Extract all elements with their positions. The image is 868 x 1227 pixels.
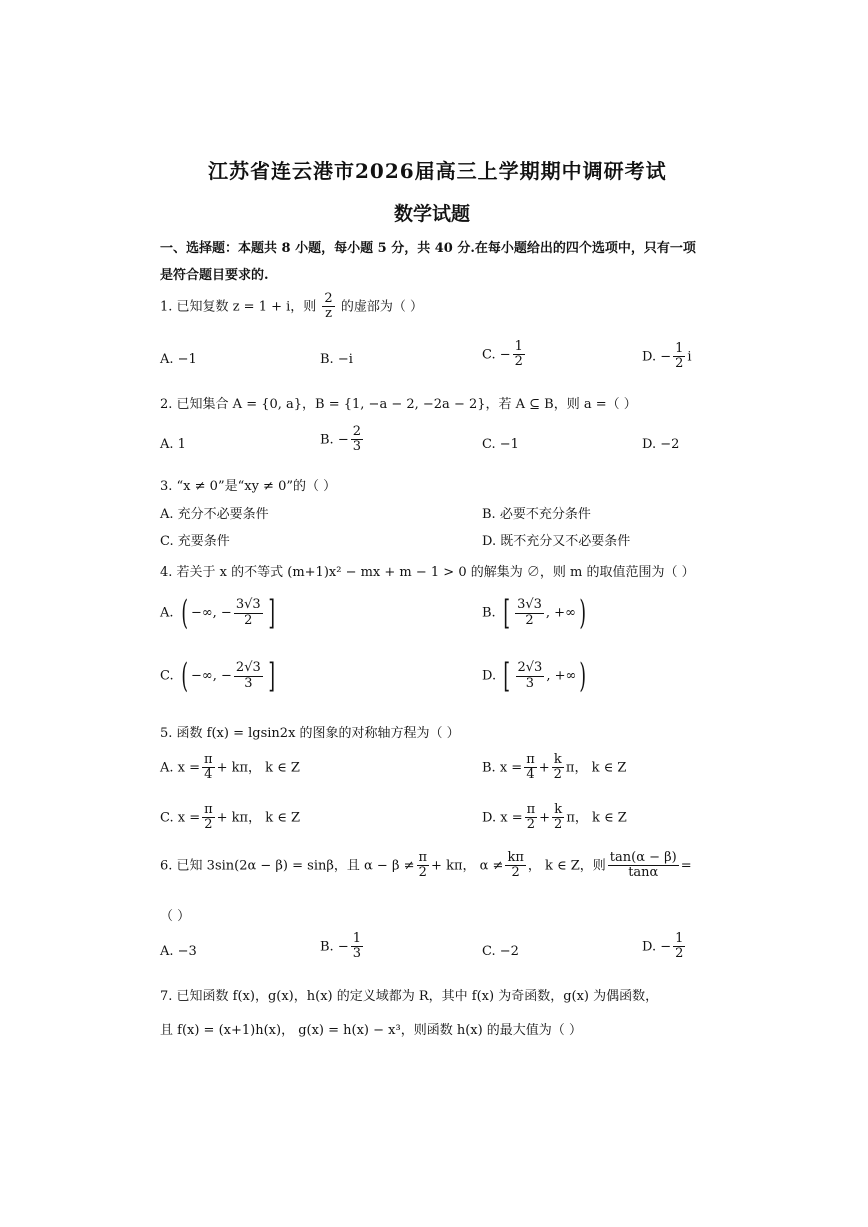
q2-b-label: B. − — [320, 432, 349, 448]
question-5: 5. 函数 f(x) = lgsin2x 的图象的对称轴方程为（ ） — [160, 726, 460, 741]
q6-d-den: 2 — [675, 946, 684, 962]
q5-d-num1: π — [526, 802, 536, 817]
q6-d3: tanα — [628, 865, 659, 881]
section-header-line1: 一、选择题：本题共 8 小题，每小题 5 分，共 40 分.在每小题给出的四个选项中，只有一项 — [160, 241, 696, 256]
q5-b-num1: π — [526, 752, 535, 767]
q4-b-frac — [515, 598, 544, 628]
question-1 — [160, 292, 423, 322]
q5-d-plus: + — [539, 810, 551, 826]
q1-frac-num: 2 — [324, 291, 333, 306]
q5-a-frac — [202, 753, 215, 783]
q6-frac1 — [417, 851, 430, 881]
q1-c-den: 2 — [514, 354, 523, 370]
q2-option-b — [320, 425, 365, 455]
q1-d-label: D. − — [642, 349, 672, 365]
q4-c-open-paren: ( — [181, 656, 188, 696]
q5-option-b — [482, 753, 626, 783]
q5-b-label: B. x = — [482, 760, 523, 776]
q1-fraction — [322, 292, 334, 322]
q4-c-den: 3 — [244, 675, 253, 691]
q6-d-label: D. − — [642, 939, 672, 955]
q4-d-num: 2√3 — [517, 660, 543, 676]
q6-option-c: C. −2 — [482, 944, 519, 959]
q5-a-post: + kπ， k ∈ Z — [216, 760, 300, 776]
q5-d-den1: 2 — [526, 817, 535, 833]
q5-c-den: 2 — [204, 817, 213, 833]
q4-c-close-bracket: ] — [268, 656, 275, 696]
q4-d-frac — [516, 661, 545, 691]
q5-d-label: D. x = — [482, 810, 523, 826]
q2-option-d: D. −2 — [642, 437, 680, 452]
q6-post: = — [680, 858, 692, 874]
q1-c-frac — [513, 340, 525, 370]
q5-d-num2: k — [552, 803, 564, 818]
q5-b-post: π， k ∈ Z — [565, 760, 627, 776]
q5-d-frac2 — [552, 803, 564, 833]
q6-option-a: A. −3 — [160, 944, 197, 959]
q6-b-num: 1 — [352, 931, 361, 946]
exam-subtitle: 数学试题 — [394, 203, 471, 225]
question-6 — [160, 851, 692, 881]
q5-b-frac2 — [552, 753, 564, 783]
question-2: 2. 已知集合 A = {0, a}，B = {1, −a − 2, −2a − 2}，若 A ⊆ B，则 a =（ ） — [160, 397, 637, 412]
q1-d-den: 2 — [675, 356, 684, 372]
q2-option-c: C. −1 — [482, 437, 519, 452]
q6-frac3 — [608, 851, 679, 881]
q6-answer-paren: （ ） — [160, 909, 191, 924]
q4-d-close-paren: ) — [579, 656, 587, 696]
q1-prefix: 1. 已知复数 — [160, 299, 229, 315]
q5-b-frac1 — [524, 753, 537, 783]
q2-b-den: 3 — [352, 439, 361, 455]
q4-a-label: A. — [160, 605, 174, 621]
q5-a-label: A. x = — [160, 760, 201, 776]
q1-d-frac — [673, 342, 685, 372]
q4-a-close-bracket: ] — [267, 593, 275, 633]
q4-a-den: 2 — [244, 612, 253, 628]
q4-b-close-paren: ) — [579, 593, 586, 633]
q1-option-c — [482, 340, 527, 370]
q4-c-label: C. — [160, 668, 174, 684]
question-7-line2: 且 f(x) = (x+1)h(x)， g(x) = h(x) − x³，则函数 h(x) 的最大值为（ ） — [160, 1023, 582, 1038]
q1-c-num: 1 — [514, 339, 523, 354]
q6-b-label: B. − — [320, 939, 349, 955]
q4-b-label: B. — [482, 605, 496, 621]
q6-b-frac — [351, 932, 363, 962]
q5-b-num2: k — [552, 753, 564, 768]
q4-c-num: 2√3 — [235, 660, 261, 676]
q4-option-d — [482, 656, 590, 696]
q4-b-post: , +∞ — [545, 605, 576, 621]
question-4: 4. 若关于 x 的不等式 (m+1)x² − mx + m − 1 > 0 的解集为 ∅，则 m 的取值范围为（ ） — [160, 565, 695, 580]
exam-title: 江苏省连云港市2026届高三上学期期中调研考试 — [208, 159, 667, 183]
q6-frac2 — [505, 851, 525, 881]
q4-b-num: 3√3 — [517, 597, 542, 613]
q4-d-den: 3 — [525, 675, 535, 691]
q2-option-a: A. 1 — [160, 437, 186, 452]
q5-c-num: π — [204, 802, 213, 817]
q4-a-pre: −∞, − — [190, 605, 232, 621]
q5-a-num: π — [204, 752, 213, 767]
q4-option-a — [160, 593, 278, 633]
question-3: 3. “x ≠ 0”是“xy ≠ 0”的（ ） — [160, 479, 337, 494]
q1-d-num: 1 — [675, 341, 684, 356]
q4-d-post: , +∞ — [546, 668, 577, 684]
q1-frac-den: z — [325, 306, 332, 322]
q1-c-label: C. − — [482, 347, 511, 363]
q3-option-b: B. 必要不充分条件 — [482, 507, 591, 522]
section-header-line2: 是符合题目要求的. — [160, 268, 269, 283]
q4-b-den: 2 — [525, 612, 534, 628]
q5-c-label: C. x = — [160, 810, 201, 826]
q1-option-b: B. −i — [320, 352, 353, 367]
q1-suffix: 的虚部为（ ） — [340, 299, 423, 315]
q6-d1: 2 — [418, 865, 427, 881]
q6-mid1: + kπ， α ≠ — [431, 858, 504, 874]
q3-option-a: A. 充分不必要条件 — [160, 507, 269, 522]
q6-n1: π — [418, 850, 428, 865]
q4-c-pre: −∞, − — [191, 668, 232, 684]
q2-b-frac — [351, 425, 363, 455]
q6-option-b — [320, 932, 365, 962]
q5-d-frac1 — [525, 803, 538, 833]
question-7-line1: 7. 已知函数 f(x)，g(x)，h(x) 的定义域都为 R，其中 f(x) 为奇函数，g(x) 为偶函数， — [160, 989, 659, 1004]
q6-pre: 6. 已知 3sin(2α − β) = sinβ，且 α − β ≠ — [160, 858, 415, 874]
q5-a-den: 4 — [204, 767, 213, 783]
q5-option-a — [160, 753, 300, 783]
q3-option-c: C. 充要条件 — [160, 534, 230, 549]
q5-b-plus: + — [538, 760, 550, 776]
q5-d-post: π， k ∈ Z — [566, 810, 627, 826]
q5-c-frac — [202, 803, 215, 833]
q5-option-d — [482, 803, 627, 833]
q4-a-open-paren: ( — [180, 593, 188, 633]
q6-d2: 2 — [511, 865, 520, 881]
q1-d-suffix: i — [687, 349, 692, 365]
q3-option-d: D. 既不充分又不必要条件 — [482, 534, 631, 549]
q4-option-b — [482, 593, 589, 633]
q5-c-post: + kπ， k ∈ Z — [216, 810, 301, 826]
q6-b-den: 3 — [352, 946, 361, 962]
q5-b-den1: 4 — [526, 767, 535, 783]
q6-mid2: ， k ∈ Z，则 — [527, 858, 606, 874]
q4-b-open-bracket: [ — [503, 593, 510, 633]
q5-b-den2: 2 — [553, 767, 562, 783]
q4-c-frac — [234, 661, 263, 691]
q4-a-frac — [234, 598, 263, 628]
q6-n2: kπ — [507, 850, 524, 865]
q6-d-num: 1 — [675, 931, 684, 946]
q4-option-c — [160, 656, 278, 696]
q5-option-c — [160, 803, 300, 833]
q6-d-frac — [673, 932, 685, 962]
q4-d-label: D. — [482, 668, 497, 684]
q4-d-open-bracket: [ — [503, 656, 511, 696]
q2-b-num: 2 — [352, 424, 361, 439]
q5-d-den2: 2 — [554, 817, 563, 833]
q6-option-d — [642, 932, 687, 962]
q1-eq: z = 1 + i，则 — [232, 299, 317, 315]
q4-a-num: 3√3 — [235, 597, 261, 613]
q1-option-d — [642, 342, 692, 372]
q6-n3: tan(α − β) — [609, 850, 677, 865]
q1-option-a: A. −1 — [160, 352, 197, 367]
